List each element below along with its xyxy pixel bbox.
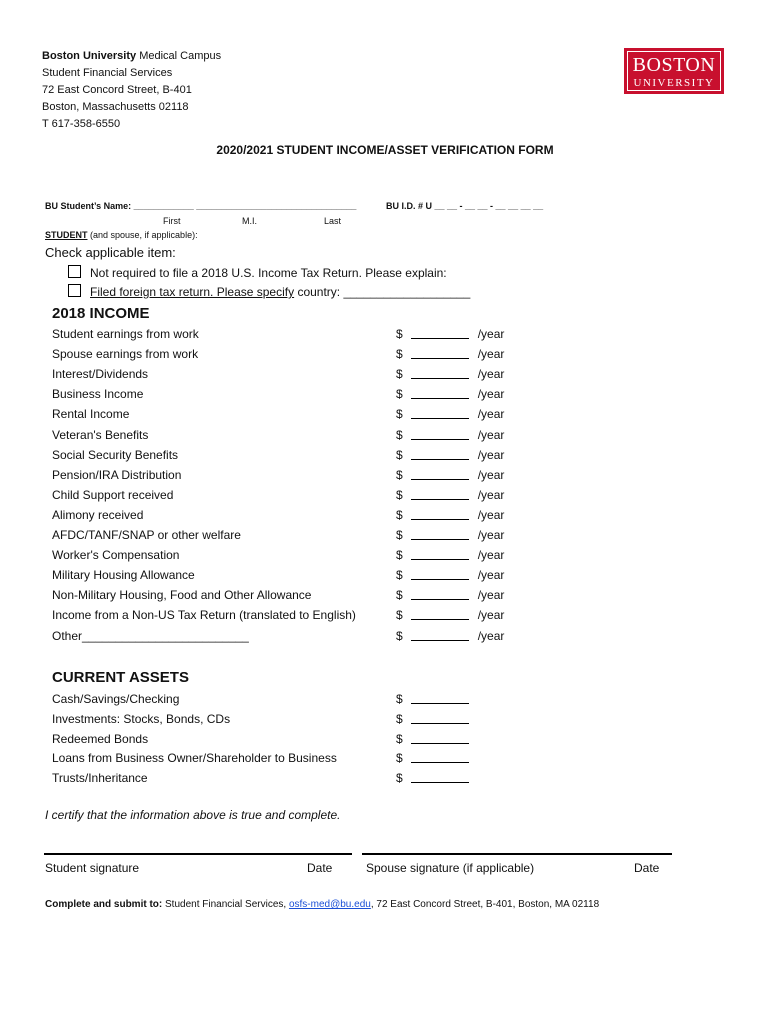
per-year-label: /year — [477, 467, 505, 482]
amount-blank[interactable] — [411, 751, 469, 763]
student-name-label[interactable]: BU Student’s Name: ____________ ________________________________ — [45, 201, 357, 211]
currency-symbol: $ — [396, 751, 403, 766]
spouse-date-label: Date — [634, 861, 660, 875]
asset-item-label: Redeemed Bonds — [52, 731, 149, 746]
sender-address — [42, 48, 221, 133]
income-item-label: Social Security Benefits — [52, 447, 179, 462]
amount-blank[interactable] — [411, 327, 469, 339]
income-item-label: Military Housing Allowance — [52, 568, 195, 583]
per-year-label: /year — [477, 588, 505, 603]
logo-line2: UNIVERSITY — [633, 77, 715, 89]
per-year-label: /year — [477, 447, 505, 462]
income-amount-field[interactable] — [396, 367, 504, 381]
asset-amount-field[interactable] — [396, 751, 469, 765]
per-year-label: /year — [477, 548, 505, 563]
amount-blank[interactable] — [411, 407, 469, 419]
amount-blank[interactable] — [411, 548, 469, 560]
currency-symbol: $ — [396, 608, 403, 623]
spouse-signature-label: Spouse signature (if applicable) — [366, 861, 535, 875]
footer-text2: , 72 East Concord Street, B-401, Boston, MA 02118 — [370, 899, 600, 910]
per-year-label: /year — [477, 628, 505, 643]
amount-blank[interactable] — [411, 771, 469, 783]
bu-logo — [624, 48, 724, 94]
amount-blank[interactable] — [411, 488, 469, 500]
check-item2-underlined: Filed foreign tax return. Please specify — [90, 285, 295, 299]
footer-lead: Complete and submit to: — [45, 899, 163, 910]
currency-symbol: $ — [396, 588, 403, 603]
checkbox-no-return[interactable] — [68, 265, 81, 278]
currency-symbol: $ — [396, 327, 403, 341]
footer-text1: Student Financial Services, — [162, 899, 289, 910]
student-word: STUDENT — [45, 230, 88, 240]
asset-item-label: Trusts/Inheritance — [52, 771, 148, 786]
street: 72 East Concord Street, B-401 — [42, 84, 192, 96]
currency-symbol: $ — [396, 568, 403, 583]
checkbox-foreign-return[interactable] — [68, 284, 81, 297]
income-item-label: Worker's Compensation — [52, 548, 180, 563]
income-item-label: Non-Military Housing, Food and Other Allowance — [52, 588, 312, 603]
currency-symbol: $ — [396, 467, 403, 482]
income-amount-field[interactable] — [396, 528, 504, 542]
per-year-label: /year — [477, 568, 505, 583]
amount-blank[interactable] — [411, 508, 469, 520]
spouse-note: (and spouse, if applicable): — [87, 230, 198, 240]
per-year-label: /year — [477, 487, 505, 502]
last-label: Last — [324, 216, 342, 226]
per-year-label: /year — [477, 327, 505, 341]
amount-blank[interactable] — [411, 692, 469, 704]
currency-symbol: $ — [396, 347, 403, 362]
phone: T 617-358-6550 — [42, 118, 121, 130]
per-year-label: /year — [477, 528, 505, 542]
student-signature-label: Student signature — [45, 861, 140, 875]
currency-symbol: $ — [396, 447, 403, 462]
amount-blank[interactable] — [411, 732, 469, 744]
income-item-label: Interest/Dividends — [52, 367, 149, 382]
currency-symbol: $ — [396, 507, 403, 522]
income-amount-field[interactable] — [396, 488, 504, 502]
income-item-label: Child Support received — [52, 487, 174, 502]
income-amount-field[interactable] — [396, 608, 504, 622]
income-item-label: Alimony received — [52, 507, 144, 522]
income-amount-field[interactable] — [396, 327, 504, 341]
income-amount-field[interactable] — [396, 508, 504, 522]
logo-line1: BOSTON — [632, 54, 716, 76]
income-amount-field[interactable] — [396, 347, 504, 361]
per-year-label: /year — [477, 367, 505, 382]
amount-blank[interactable] — [411, 629, 469, 641]
currency-symbol: $ — [396, 407, 403, 422]
per-year-label: /year — [477, 427, 505, 442]
income-amount-field[interactable] — [396, 448, 504, 462]
asset-amount-field[interactable] — [396, 732, 469, 746]
student-signature-line[interactable] — [44, 853, 352, 855]
asset-amount-field[interactable] — [396, 712, 469, 726]
per-year-label: /year — [477, 407, 505, 422]
amount-blank[interactable] — [411, 448, 469, 460]
amount-blank[interactable] — [411, 712, 469, 724]
submission-footer — [45, 899, 599, 910]
department: Student Financial Services — [42, 67, 173, 79]
amount-blank[interactable] — [411, 608, 469, 620]
income-heading: 2018 INCOME — [52, 305, 150, 322]
currency-symbol: $ — [396, 731, 403, 746]
currency-symbol: $ — [396, 771, 403, 786]
amount-blank[interactable] — [411, 588, 469, 600]
city: Boston, Massachusetts 02118 — [42, 101, 189, 113]
income-amount-field[interactable] — [396, 588, 504, 602]
income-item-label: Pension/IRA Distribution — [52, 467, 182, 482]
income-item-label: Income from a Non-US Tax Return (translated to English) — [52, 608, 356, 623]
amount-blank[interactable] — [411, 387, 469, 399]
spouse-signature-line[interactable] — [362, 853, 672, 855]
org-campus: Medical Campus — [136, 50, 222, 62]
currency-symbol: $ — [396, 711, 403, 726]
amount-blank[interactable] — [411, 347, 469, 359]
per-year-label: /year — [477, 347, 505, 362]
check-item1-text: Not required to file a 2018 U.S. Income Tax Return. Please explain: — [90, 266, 447, 280]
income-amount-field[interactable] — [396, 468, 504, 482]
amount-blank[interactable] — [411, 528, 469, 540]
income-amount-field[interactable] — [396, 428, 504, 442]
per-year-label: /year — [477, 608, 505, 623]
income-amount-field[interactable] — [396, 629, 504, 643]
mi-label: M.I. — [242, 216, 257, 226]
per-year-label: /year — [477, 387, 505, 402]
amount-blank[interactable] — [411, 568, 469, 580]
income-item-label: Spouse earnings from work — [52, 347, 199, 362]
asset-item-label: Loans from Business Owner/Shareholder to Business — [52, 751, 337, 766]
income-amount-field[interactable] — [396, 548, 504, 562]
income-amount-field[interactable] — [396, 387, 504, 401]
income-item-label: Rental Income — [52, 407, 130, 422]
amount-blank[interactable] — [411, 468, 469, 480]
org-name: Boston University — [42, 50, 137, 62]
currency-symbol: $ — [396, 548, 403, 563]
currency-symbol: $ — [396, 427, 403, 442]
check-item-foreign-return[interactable] — [68, 284, 470, 299]
income-amount-field[interactable] — [396, 568, 504, 582]
asset-amount-field[interactable] — [396, 771, 469, 785]
income-item-label: Student earnings from work — [52, 327, 199, 341]
asset-amount-field[interactable] — [396, 692, 469, 706]
currency-symbol: $ — [396, 367, 403, 382]
income-item-label: Veteran's Benefits — [52, 427, 149, 442]
check-prompt: Check applicable item: — [45, 245, 176, 260]
income-item-label: Business Income — [52, 387, 144, 402]
income-amount-field[interactable] — [396, 407, 504, 421]
currency-symbol: $ — [396, 387, 403, 402]
income-item-label: Other_________________________ — [52, 628, 249, 643]
currency-symbol: $ — [396, 628, 403, 643]
student-spouse-note — [45, 230, 198, 240]
student-date-label: Date — [307, 861, 333, 875]
assets-heading: CURRENT ASSETS — [52, 669, 189, 686]
certification-statement: I certify that the information above is true and complete. — [45, 808, 341, 822]
currency-symbol: $ — [396, 692, 403, 706]
amount-blank[interactable] — [411, 367, 469, 379]
check-item-no-return[interactable] — [68, 265, 447, 280]
first-label: First — [163, 216, 181, 226]
per-year-label: /year — [477, 507, 505, 522]
check-item2-rest: country: ___________________ — [294, 285, 471, 299]
currency-symbol: $ — [396, 528, 403, 542]
amount-blank[interactable] — [411, 428, 469, 440]
email-link[interactable]: osfs-med@bu.edu — [288, 899, 371, 910]
currency-symbol: $ — [396, 487, 403, 502]
asset-item-label: Investments: Stocks, Bonds, CDs — [52, 711, 231, 726]
asset-item-label: Cash/Savings/Checking — [52, 692, 180, 706]
income-item-label: AFDC/TANF/SNAP or other welfare — [52, 528, 241, 542]
form-title: 2020/2021 STUDENT INCOME/ASSET VERIFICATION FORM — [216, 143, 554, 157]
bu-id-label[interactable]: BU I.D. # U __ __ - __ __ - __ __ __ __ — [386, 201, 544, 211]
